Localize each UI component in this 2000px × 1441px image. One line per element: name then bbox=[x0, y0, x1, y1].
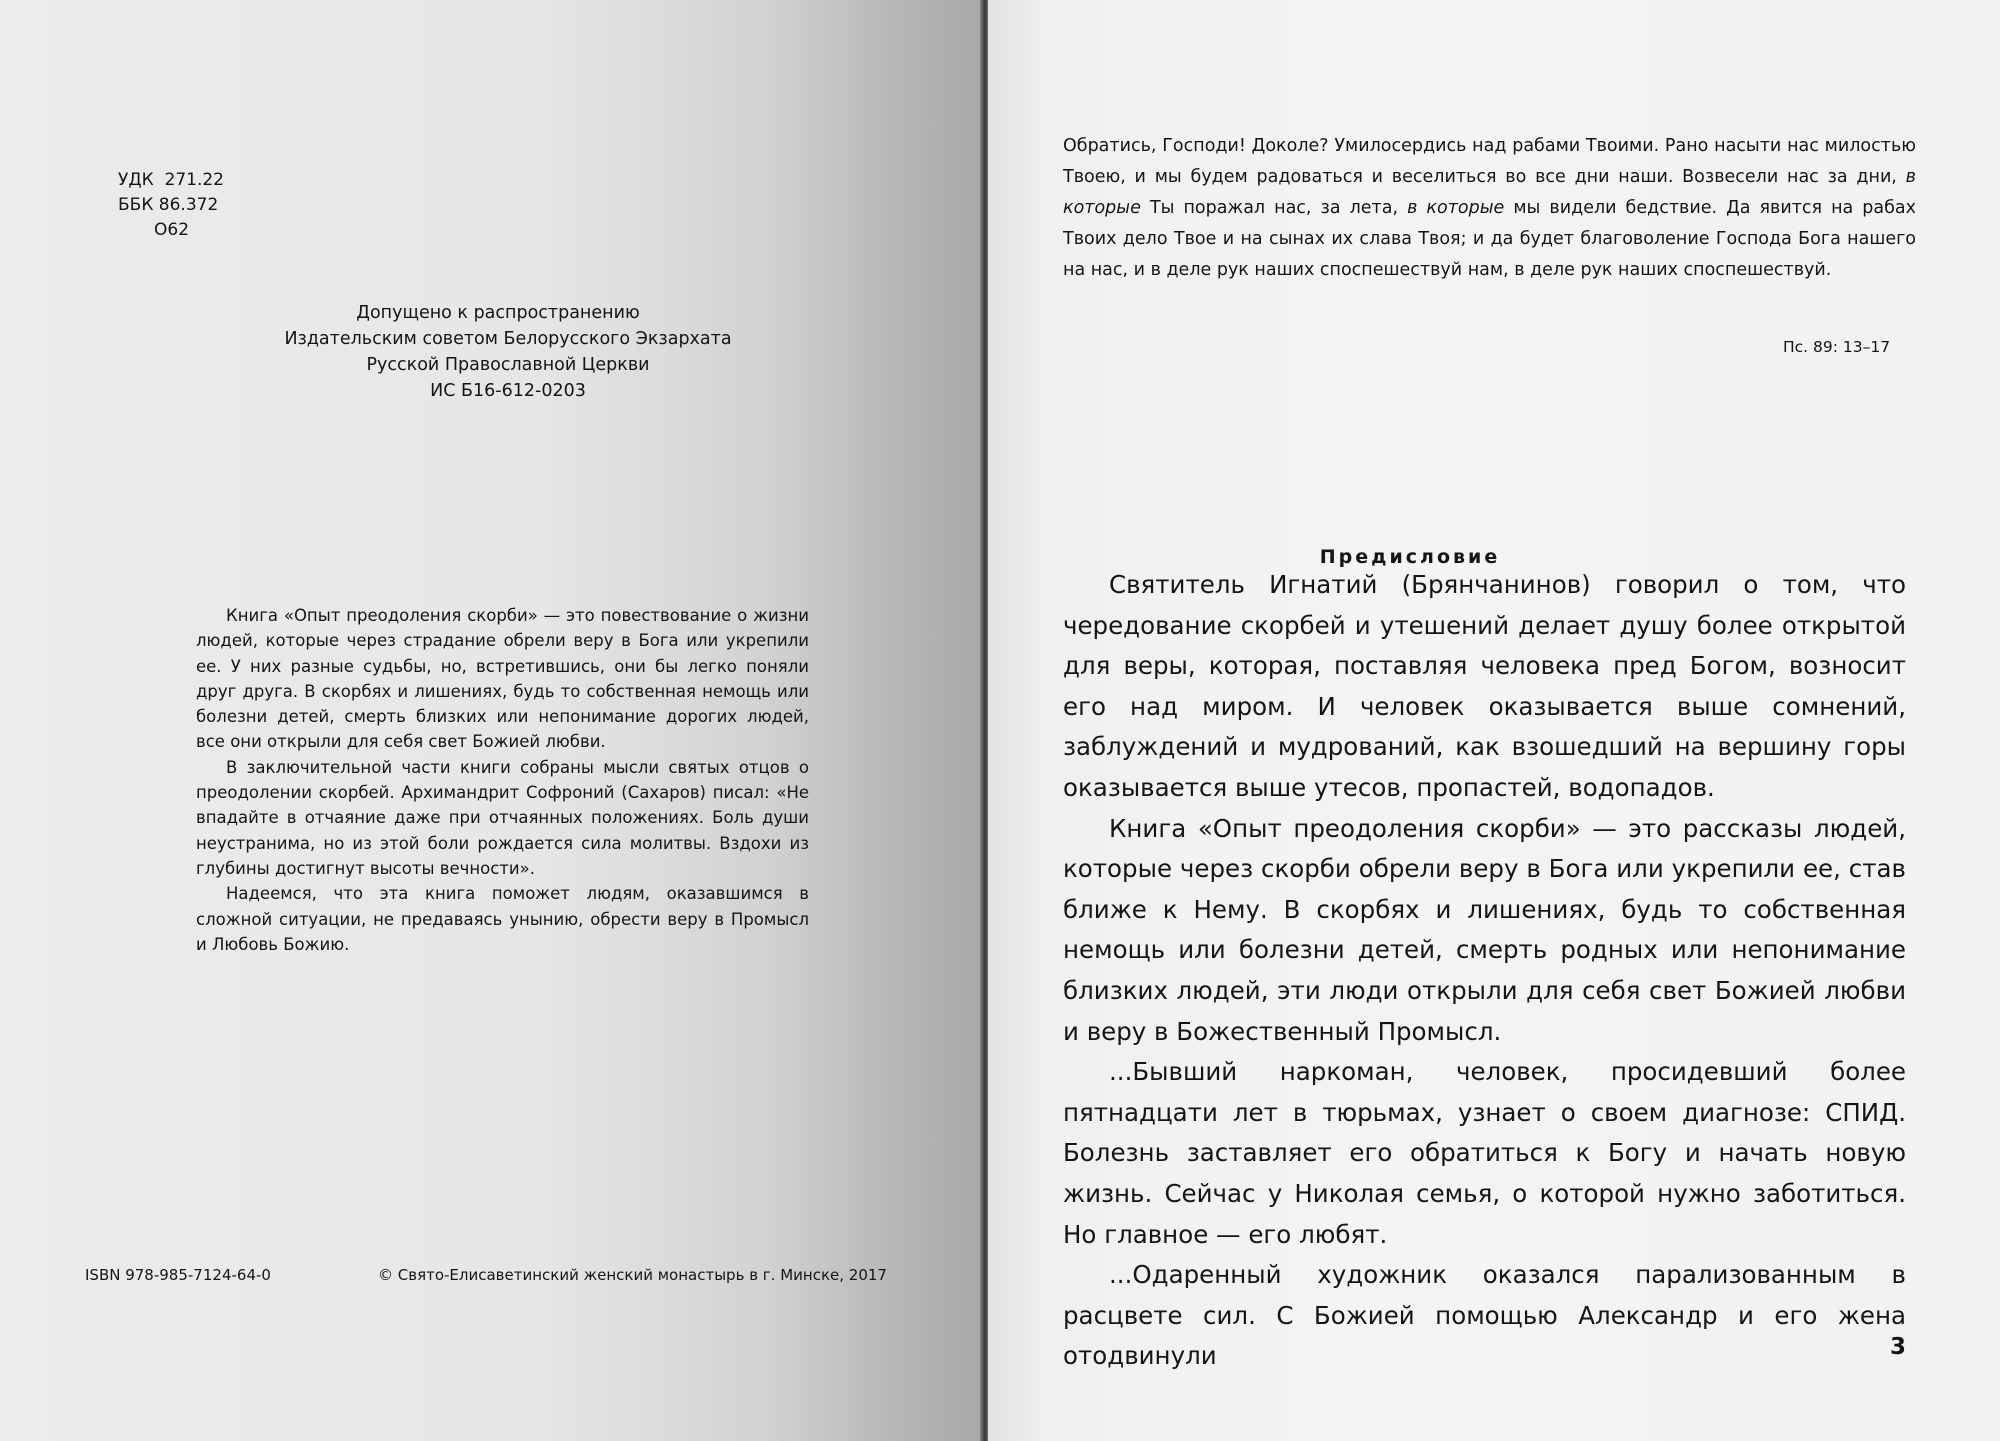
approval-line: ИС Б16-612-0203 bbox=[430, 381, 586, 401]
epigraph-italic: в которые bbox=[1063, 167, 1916, 218]
library-codes bbox=[118, 168, 224, 243]
approval-line: Издательским советом Белорусского Экзархата bbox=[284, 329, 732, 349]
epigraph-part: мы видели бедствие. Да явится на рабах Твоих дело Твое и на сынах их слава Твоя; и да будет благоволение Господа Бога нашего на нас, и в деле рук наших споспешествуй нам, в деле рук наших споспешествуй. bbox=[1063, 198, 1917, 280]
epigraph-part: Ты поражал нас, за лета, bbox=[1140, 198, 1408, 218]
annotation-paragraph: Надеемся, что эта книга поможет людям, оказавшимся в сложной ситуации, не предаваясь унынию, обрести веру в Промысл и Любовь Божию. bbox=[196, 884, 809, 954]
bbk-code: ББК 86.372 bbox=[118, 195, 219, 215]
approval-line: Допущено к распространению bbox=[356, 303, 640, 323]
preface-text bbox=[1063, 565, 1906, 1377]
epigraph-text bbox=[1063, 131, 1916, 286]
preface-paragraph: ...Бывший наркоман, человек, просидевший более пятнадцати лет в тюрьмах, узнает о своем диагнозе: СПИД. Болезнь заставляет его обратиться к Богу и начать новую жизнь. Сейчас у Николая семья, о которой нужно заботиться. Но главное — его любят. bbox=[1063, 1057, 1906, 1249]
copyright-notice: © Свято-Елисаветинский женский монастырь в г. Минске, 2017 bbox=[378, 1266, 887, 1284]
approval-notice bbox=[258, 300, 758, 404]
epigraph-part: Обратись, Господи! Доколе? Умилосердись над рабами Твоими. Рано насыти нас милостью Твоею, и мы будем радоваться и веселиться во все дни наши. Возвесели нас за дни, bbox=[1063, 136, 1916, 187]
epigraph bbox=[1063, 131, 1916, 286]
annotation-paragraph: Книга «Опыт преодоления скорби» — это повествование о жизни людей, которые через страдание обрели веру в Бога или укрепили ее. У них разные судьбы, но, встретившись, они бы легко поняли друг друга. В скорбях и лишениях, будь то собственная немощь или болезни детей, смерть близких или непонимание дорогих людей, все они открыли для себя свет Божией любви. bbox=[196, 606, 809, 752]
isbn: ISBN 978-985-7124-64-0 bbox=[85, 1266, 271, 1284]
epigraph-italic: в которые bbox=[1407, 198, 1505, 218]
section-heading: Предисловие bbox=[1319, 546, 1501, 568]
annotation-paragraph: В заключительной части книги собраны мысли святых отцов о преодолении скорбей. Архимандрит Софроний (Сахаров) писал: «Не впадайте в отчаяние даже при отчаянных положениях. Боль души неустранима, но из этой боли рождается сила молитвы. Вздохи из глубины достигнут высоты вечности». bbox=[196, 757, 809, 878]
preface-paragraph: ...Одаренный художник оказался парализованным в расцвете сил. С Божией помощью Александр и его жена отодвинули bbox=[1063, 1260, 1906, 1371]
left-page bbox=[0, 0, 982, 1441]
approval-line: Русской Православной Церкви bbox=[366, 355, 650, 375]
epigraph-source: Пс. 89: 13–17 bbox=[1783, 338, 1891, 356]
udc-code: УДК 271.22 bbox=[118, 170, 225, 190]
preface-paragraph: Святитель Игнатий (Брянчанинов) говорил о том, что чередование скорбей и утешений делает душу более открытой для веры, которая, поставляя человека пред Богом, возносит его над миром. И человек оказывается выше сомнений, заблуждений и мудрований, как взошедший на вершину горы оказывается выше утесов, пропастей, водопадов. bbox=[1063, 570, 1906, 802]
preface-paragraph: Книга «Опыт преодоления скорби» — это рассказы людей, которые через скорби обрели веру в Бога или укрепили ее, став ближе к Нему. В скорбях и лишениях, будь то собственная немощь или болезни детей, смерть родных или непонимание близких людей, эти люди открыли для себя свет Божией любви и веру в Божественный Промысл. bbox=[1063, 813, 1906, 1046]
author-mark: О62 bbox=[154, 220, 190, 240]
page-number: 3 bbox=[1890, 1334, 1907, 1360]
book-annotation bbox=[196, 603, 809, 957]
